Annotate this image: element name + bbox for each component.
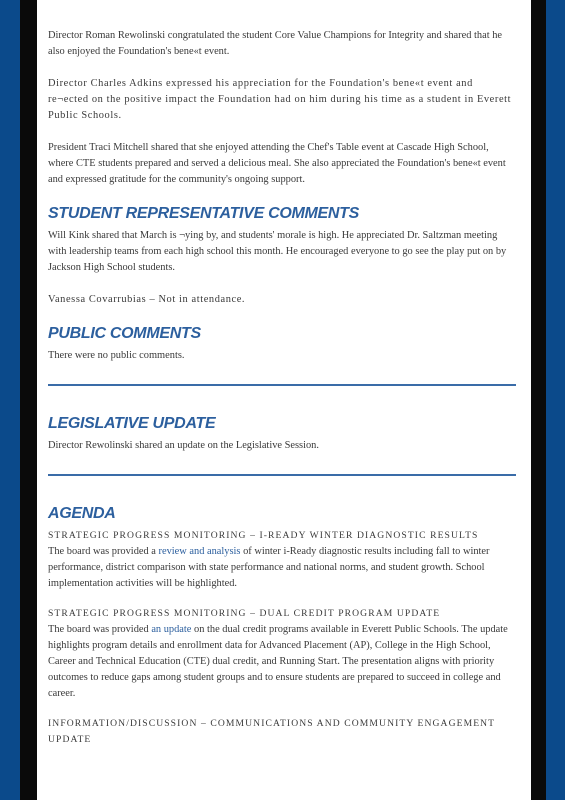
director-adkins-comment: Director Charles Adkins expressed his appreciation for the Foundation's bene«t event and re¬ected on the positive impact the Foundation had on him during his time as a student in Everett Public Schools.: [48, 78, 512, 121]
description-text: The board was provided: [48, 624, 152, 635]
left-blue-border: [0, 0, 20, 800]
description-text: of winter i-Ready diagnostic results including fall to winter performance, district comparison with state performance and national norms, and student growth. School implementation activities will be highlighted.: [48, 546, 490, 589]
description-text: The board was provided a: [48, 546, 159, 557]
section-divider: [48, 474, 516, 476]
right-black-border: [531, 0, 546, 800]
left-black-border: [20, 0, 37, 800]
legislative-update-text: Director Rewolinski shared an update on the Legislative Session.: [48, 440, 319, 451]
student-rep-comment-1: Will Kink shared that March is ¬ying by, and students' morale is high. He appreciated Dr. Saltzman meeting with leadership teams from each high school this month. He encouraged everyone to go see the play put on by Jackson High School students.: [48, 230, 507, 273]
public-comments-heading: PUBLIC COMMENTS: [48, 325, 201, 342]
agenda-item-dual-credit: [48, 606, 516, 702]
agenda-item-title: INFORMATION/DISCUSSION – COMMUNICATIONS AND COMMUNITY ENGAGEMENT UPDATE: [48, 718, 495, 745]
director-rewolinski-comment: Director Roman Rewolinski congratulated the student Core Value Champions for Integrity and shared that he also enjoyed the Foundation's bene«t event.: [48, 30, 502, 57]
student-rep-heading: STUDENT REPRESENTATIVE COMMENTS: [48, 205, 360, 222]
document-body: [48, 28, 516, 748]
agenda-item-communications: [48, 716, 516, 748]
agenda-item-description: [48, 544, 516, 592]
review-and-analysis-link[interactable]: review and analysis: [158, 546, 241, 557]
legislative-update-heading: LEGISLATIVE UPDATE: [48, 415, 216, 432]
agenda-heading: AGENDA: [48, 505, 116, 522]
right-blue-border: [546, 0, 565, 800]
agenda-item-title: STRATEGIC PROGRESS MONITORING – I-READY WINTER DIAGNOSTIC RESULTS: [48, 530, 479, 541]
agenda-item-description: [48, 622, 516, 702]
an-update-link[interactable]: an update: [151, 624, 192, 635]
agenda-item-title: STRATEGIC PROGRESS MONITORING – DUAL CREDIT PROGRAM UPDATE: [48, 608, 441, 619]
agenda-item-iready: [48, 528, 516, 592]
description-text: on the dual credit programs available in Everett Public Schools. The update highlights program details and enrollment data for Advanced Placement (AP), College in the High School, Career and Technical Education (CTE) dual credit, and Running Start. The presentation aligns with priority outcomes to reduce gaps among student groups and to ensure students are prepared to succeed in college and career.: [48, 624, 508, 699]
section-divider: [48, 384, 516, 386]
president-mitchell-comment: President Traci Mitchell shared that she enjoyed attending the Chef's Table event at Cascade High School, where CTE students prepared and served a delicious meal. She also appreciated the Foundation's bene«t event and expressed gratitude for the community's ongoing support.: [48, 142, 506, 185]
public-comments-text: There were no public comments.: [48, 350, 185, 361]
student-rep-comment-2: Vanessa Covarrubias – Not in attendance.: [48, 294, 246, 305]
